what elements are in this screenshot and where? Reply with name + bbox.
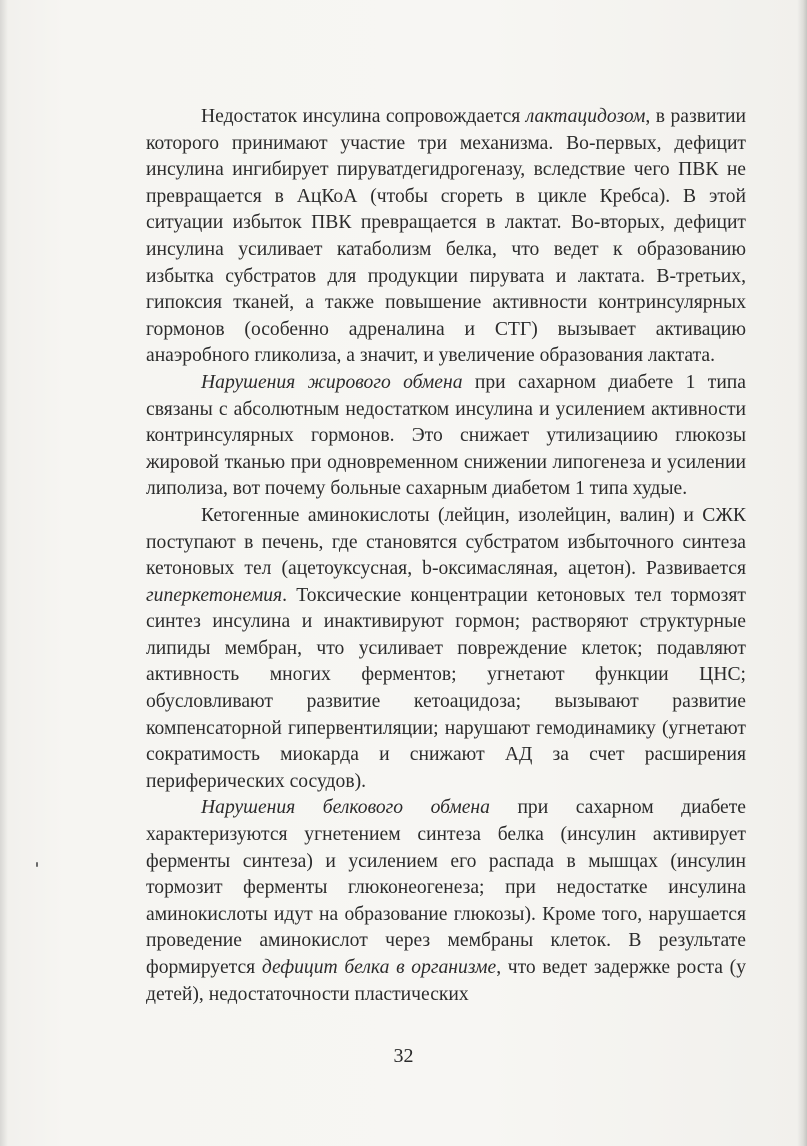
italic-term: Нарушения белкового обмена <box>201 797 490 819</box>
text-run: , в развитии которого принимают участие три механизма. Во-первых, дефицит инсулина ингибирует пируватдегидрогеназу, вследствие чего ПВК не превращается в АцКоА (чтобы сгореть в цикле Кребса). В этой ситуации избыток ПВК превращается в лактат. Во-вторых, дефицит инсулина усиливает катаболизм белка, что ведет к образованию избытка субстратов для продукции пирувата и лактата. В-третьих, гипоксия тканей, а также повышение активности контринсулярных гормонов (особенно адреналина и СТГ) вызывает активацию анаэробного гликолиза, а значит, и увеличение образования лактата. <box>146 106 746 367</box>
body-text <box>146 104 746 1008</box>
italic-term: Нарушения жирового обмена <box>201 371 463 393</box>
italic-term: гиперкетонемия <box>146 584 283 606</box>
page-shadow-left <box>0 0 8 1146</box>
paragraph-1 <box>146 104 746 370</box>
text-run: . Токсические концентрации кетоновых тел тормозят синтез инсулина и инактивируют гормон; растворяют структурные липиды мембран, что усиливает повреждение клеток; подавляют активность многих ферментов; угнетают функции ЦНС; обусловливают развитие кетоацидоза; вызывают развитие компенсаторной гипервентиляции; нарушают гемодинамику (угнетают сократимость миокарда и снижают АД за счет расширения периферических сосудов). <box>146 584 746 792</box>
text-run: , что ведет задержке роста (у детей), недостаточности пластических <box>146 957 746 1005</box>
text-run: Недостаток инсулина сопровождается <box>201 106 526 127</box>
italic-term: лактацидозом <box>525 106 646 127</box>
italic-term: дефицит белка в организме <box>261 957 497 978</box>
paragraph-4 <box>146 795 746 1008</box>
scan-speck <box>36 862 38 867</box>
page-number: 32 <box>393 1045 414 1067</box>
paragraph-3 <box>146 503 746 796</box>
page-shadow-right <box>797 0 807 1146</box>
text-run: при сахарном диабете характеризуются угнетением синтеза белка (инсулин активирует ферменты синтеза) и усилением его распада в мышцах (инсулин тормозит ферменты глюконеогенеза; при недостатке инсулина аминокислоты идут на образование глюкозы). Кроме того, нарушается проведение аминокислот через мембраны клеток. В результате формируется <box>146 797 746 978</box>
text-run: Кетогенные аминокислоты (лейцин, изолейцин, валин) и СЖК поступают в печень, где становятся субстратом избыточного синтеза кетоновых тел (ацетоуксусная, b-оксимасляная, ацетон). Развивается <box>146 504 746 580</box>
text-run: при сахарном диабете 1 типа связаны с абсолютным недостатком инсулина и усилением активности контринсулярных гормонов. Это снижает утилизациию глюкозы жировой тканью при одновременном снижении липогенеза и усилении липолиза, вот почему больные сахарным диабетом 1 типа худые. <box>146 371 746 500</box>
paragraph-2 <box>146 370 746 503</box>
